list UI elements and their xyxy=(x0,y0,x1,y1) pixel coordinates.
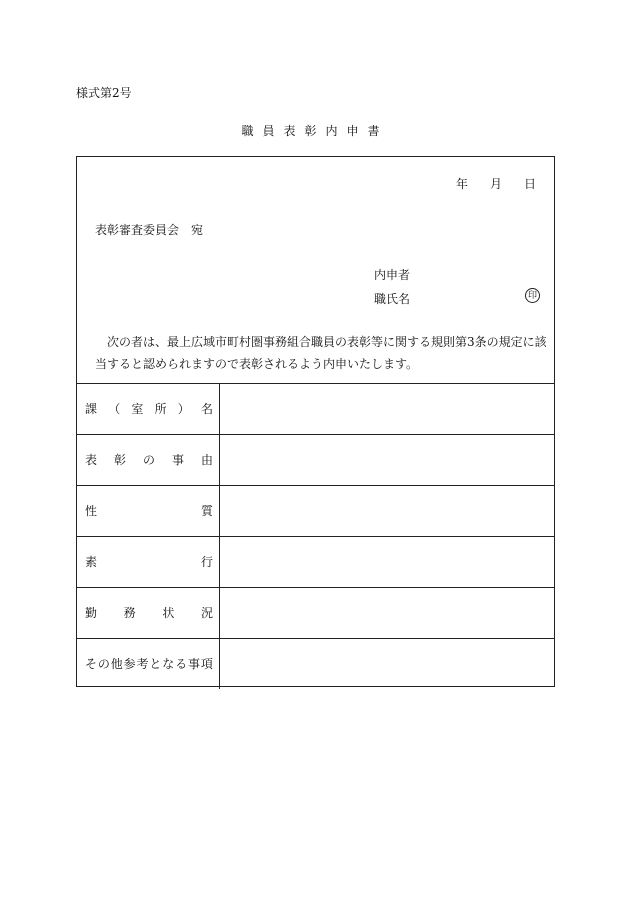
date-row xyxy=(456,175,536,192)
recommendation-statement: 次の者は、最上広域市町村圏事務組合職員の表彰等に関する規則第3条の規定に該当すると認められますので表彰されるよう内申いたします。 xyxy=(95,335,547,371)
row-label-char: ） xyxy=(177,402,190,416)
row-label xyxy=(85,384,213,434)
row-label-char: 性 xyxy=(85,504,98,518)
row-input-work-status[interactable] xyxy=(220,588,554,638)
row-label-char: （ xyxy=(108,402,121,416)
row-label-char: 状 xyxy=(162,606,175,620)
seal-icon: 印 xyxy=(525,288,540,303)
position-name-label: 職氏名 xyxy=(374,292,411,306)
table-row xyxy=(77,383,554,434)
addressee: 表彰審査委員会 宛 xyxy=(95,223,204,237)
table-row xyxy=(77,434,554,485)
row-label xyxy=(85,588,213,638)
row-label-char: 名 xyxy=(200,402,213,416)
row-label xyxy=(85,435,213,485)
row-label-char: る xyxy=(175,657,188,671)
row-label xyxy=(85,537,213,587)
row-label-char: 由 xyxy=(200,453,213,467)
table-row xyxy=(77,587,554,638)
row-label-char: 室 xyxy=(131,402,144,416)
table-row xyxy=(77,638,554,689)
row-label-char: 況 xyxy=(200,606,213,620)
row-label-char: 考 xyxy=(136,657,149,671)
day-label: 日 xyxy=(523,177,536,191)
row-label-char: 勤 xyxy=(85,606,98,620)
row-label-char: 他 xyxy=(110,657,123,671)
row-label-char: 参 xyxy=(123,657,136,671)
row-label-char: 所 xyxy=(154,402,167,416)
row-label xyxy=(85,639,213,689)
row-label-char: の xyxy=(142,453,155,467)
row-label-char: な xyxy=(162,657,175,671)
form-frame xyxy=(76,156,555,687)
row-label-char: 事 xyxy=(171,453,184,467)
applicant-label: 内申者 xyxy=(374,268,411,282)
row-label-char: そ xyxy=(85,657,98,671)
table-row xyxy=(77,536,554,587)
row-input-conduct[interactable] xyxy=(220,537,554,587)
row-label-char: 質 xyxy=(200,504,213,518)
row-label-char: 事 xyxy=(188,657,201,671)
row-label-char: 項 xyxy=(200,657,213,671)
row-label-char: 彰 xyxy=(113,453,126,467)
row-label-char: の xyxy=(97,657,110,671)
row-input-other-notes[interactable] xyxy=(220,639,554,689)
row-label-char: 課 xyxy=(85,402,98,416)
document-title: 職員表彰内申書 xyxy=(241,124,389,138)
row-input-character[interactable] xyxy=(220,486,554,536)
form-number: 様式第2号 xyxy=(76,86,132,100)
row-label-char: 素 xyxy=(85,555,98,569)
form-rows xyxy=(77,383,554,689)
row-input-reason[interactable] xyxy=(220,435,554,485)
year-label: 年 xyxy=(455,177,468,191)
table-row xyxy=(77,485,554,536)
row-label-char: 表 xyxy=(85,453,98,467)
month-label: 月 xyxy=(489,177,502,191)
row-label xyxy=(85,486,213,536)
row-input-department[interactable] xyxy=(220,384,554,434)
row-label-char: 行 xyxy=(200,555,213,569)
row-label-char: と xyxy=(149,657,162,671)
row-label-char: 務 xyxy=(123,606,136,620)
